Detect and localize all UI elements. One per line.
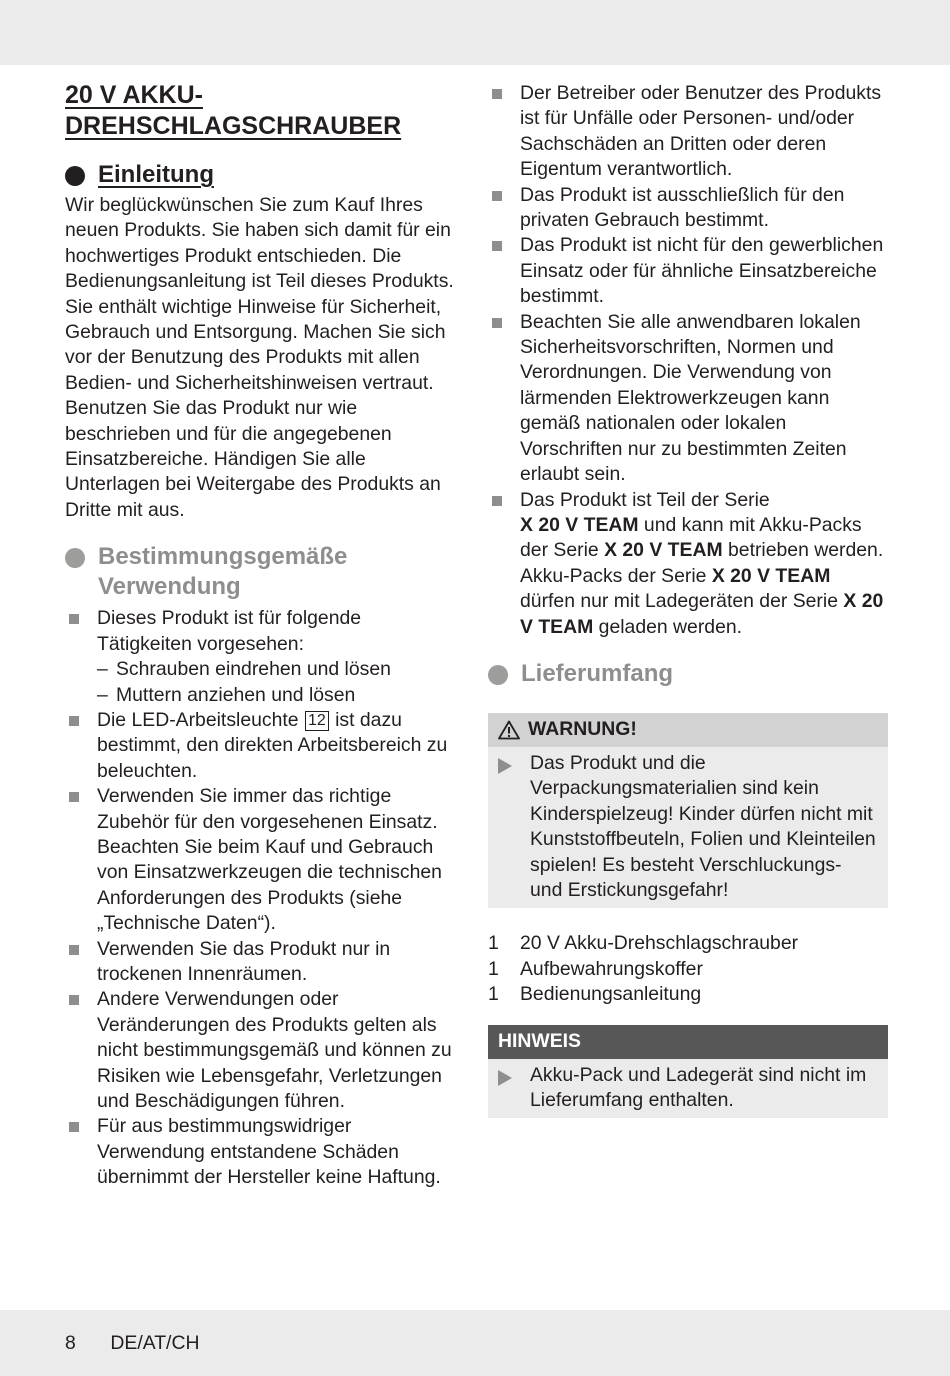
note-label: HINWEIS [498, 1029, 581, 1052]
warning-item: Das Produkt und die Verpackungsmaterialien sind kein Kinderspielzeug! Kinder dürfen nicht mit Kunststoffbeuteln, Folien und Kleinteilen spielen! Es besteht Verschluckungs- und Erstickungsgefahr! [488, 747, 888, 908]
left-column [65, 80, 460, 1191]
square-bullet-icon [492, 191, 502, 201]
square-bullet-icon [69, 614, 79, 624]
item-name: Aufbewahrungskoffer [520, 957, 703, 980]
list-item [488, 931, 888, 956]
warning-header [488, 713, 888, 747]
list-item: Die LED-Arbeitsleuchte 12 ist dazu bestimmt, den direkten Arbeitsbereich zu beleuchten. [65, 708, 460, 784]
bullet-dot-icon [65, 548, 85, 568]
item-quantity: 1 [488, 983, 499, 1006]
right-column [488, 81, 888, 1118]
list-item [488, 982, 888, 1007]
arrow-right-icon [498, 1070, 512, 1086]
intro-paragraph: Wir beglückwünschen Sie zum Kauf Ihres neuen Produkts. Sie haben sich damit für ein hochwertiges Produkt entschieden. Die Bedienungsanleitung ist Teil dieses Produkts. Sie enthält wichtige Hinweise für Sicherheit, Gebrauch und Entsorgung. Machen Sie sich vor der Benutzung des Produkts mit allen Bedien- und Sicherheitshinweisen vertraut. Benutzen Sie das Produkt nur wie beschrieben und für die angegebenen Einsatzbereiche. Händigen Sie alle Unterlagen bei Weitergabe des Produkts an Dritte mit aus. [65, 194, 454, 521]
section-heading-bestimmungsgemaesse-verwendung [65, 542, 460, 602]
locale-label: DE/AT/CH [110, 1332, 200, 1354]
square-bullet-icon [69, 945, 79, 955]
series-name: X 20 V TEAM [711, 564, 831, 587]
part-reference-number: 12 [305, 711, 329, 731]
square-bullet-icon [69, 1122, 79, 1132]
section-heading-text: Einleitung [98, 161, 214, 188]
section-heading-einleitung [65, 160, 460, 190]
sub-list-item: – Muttern anziehen und lösen [97, 683, 356, 706]
section-heading-lieferumfang [488, 659, 888, 689]
scope-of-delivery-list [488, 931, 888, 1007]
warning-triangle-icon [498, 720, 520, 740]
item-quantity: 1 [488, 932, 499, 955]
square-bullet-icon [492, 89, 502, 99]
page-footer [65, 1330, 199, 1356]
list-item: Andere Verwendungen oder Veränderungen des Produkts gelten als nicht bestimmungsgemäß und können zu Risiken wie Lebensgefahr, Verletzungen und Beschädigungen führen. [65, 987, 460, 1114]
square-bullet-icon [492, 241, 502, 251]
list-item: Dieses Produkt ist für folgende Tätigkeiten vorgesehen: – Schrauben eindrehen und lösen – Muttern anziehen und lösen [65, 606, 460, 708]
warning-label: WARNUNG! [528, 718, 637, 741]
section-heading-text: Lieferumfang [521, 659, 674, 687]
item-name: Bedienungsanleitung [520, 983, 702, 1006]
list-item: Verwenden Sie das Produkt nur in trockenen Innenräumen. [65, 937, 460, 988]
list-item: Der Betreiber oder Benutzer des Produkts ist für Unfälle oder Personen- und/oder Sachschäden an Dritten oder deren Eigentum verantwortlich. [488, 81, 888, 183]
note-header [488, 1025, 888, 1059]
bullet-dot-icon [488, 665, 508, 685]
page-number: 8 [65, 1332, 76, 1354]
bullet-dot-icon [65, 166, 85, 186]
list-item: Das Produkt ist ausschließlich für den privaten Gebrauch bestimmt. [488, 183, 888, 234]
document-title: 20 V AKKU- DREHSCHLAGSCHRAUBER [65, 81, 402, 140]
square-bullet-icon [69, 716, 79, 726]
list-item: Das Produkt ist Teil der Serie X 20 V TEAM und kann mit Akku-Packs der Serie X 20 V TEAM betrieben werden. Akku-Packs der Serie X 20 V TEAM dürfen nur mit Ladegeräten der Serie X 20 V TEAM geladen werden. [488, 488, 888, 640]
item-name: 20 V Akku-Drehschlagschrauber [520, 932, 799, 955]
square-bullet-icon [492, 496, 502, 506]
intended-use-list-continued [488, 81, 888, 640]
square-bullet-icon [492, 318, 502, 328]
list-item: Verwenden Sie immer das richtige Zubehör für den vorgesehenen Einsatz. Beachten Sie beim Kauf und Gebrauch von Einsatzwerkzeugen die technischen Anforderungen des Produkts (siehe „Technische Daten“). [65, 784, 460, 936]
section-heading-text: Bestimmungsgemäße Verwendung [98, 543, 348, 601]
header-band [0, 0, 950, 65]
series-name: X 20 V TEAM [604, 539, 723, 562]
note-box [488, 1025, 888, 1119]
square-bullet-icon [69, 995, 79, 1005]
item-quantity: 1 [488, 957, 499, 980]
series-name: X 20 V TEAM [520, 513, 639, 536]
warning-box [488, 713, 888, 908]
list-item: Beachten Sie alle anwendbaren lokalen Sicherheitsvorschriften, Normen und Verordnungen. Die Verwendung von lärmenden Elektrowerkzeugen kann gemäß nationalen oder lokalen Vorschriften nur zu bestimmten Zeiten erlaubt sein. [488, 310, 888, 488]
arrow-right-icon [498, 758, 512, 774]
series-name: X 20 V TEAM [520, 590, 884, 638]
note-item: Akku-Pack und Ladegerät sind nicht im Lieferumfang enthalten. [488, 1059, 888, 1119]
list-item: Für aus bestimmungswidriger Verwendung entstandene Schäden übernimmt der Hersteller keine Haftung. [65, 1114, 460, 1190]
list-item [488, 957, 888, 982]
square-bullet-icon [69, 792, 79, 802]
list-item: Das Produkt ist nicht für den gewerblichen Einsatz oder für ähnliche Einsatzbereiche bestimmt. [488, 233, 888, 309]
intended-use-list [65, 606, 460, 1190]
sub-list-item: – Schrauben eindrehen und lösen [97, 658, 391, 681]
